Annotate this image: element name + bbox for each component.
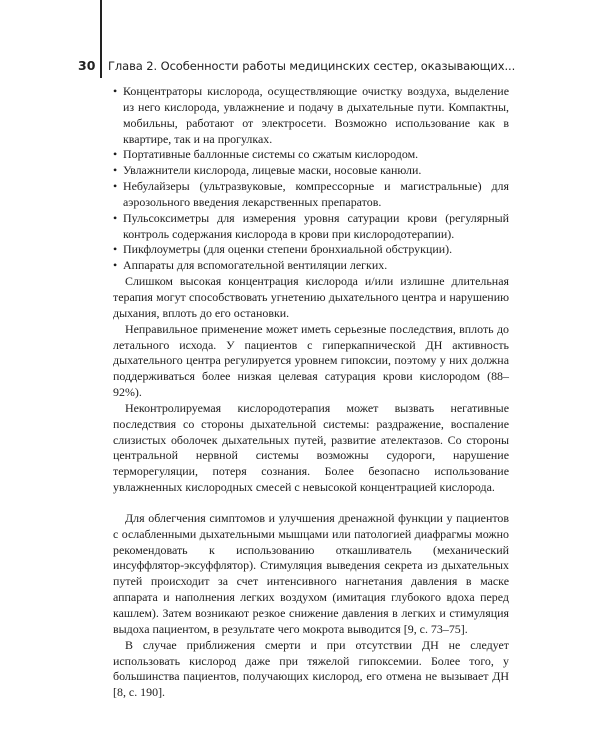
list-item: • Небулайзеры (ультразвуковые, компрессорные и магистральные) для аэрозольного введения лекарственных препаратов. bbox=[113, 179, 509, 211]
list-item: • Аппараты для вспомогательной вентиляции легких. bbox=[113, 258, 509, 274]
body-text bbox=[113, 84, 509, 701]
page-number: 30 bbox=[78, 58, 96, 73]
list-item: • Увлажнители кислорода, лицевые маски, носовые канюли. bbox=[113, 163, 509, 179]
paragraph-improper-use: Неправильное применение может иметь серьезные последствия, вплоть до летального исхода. У пациентов с гиперкапнической ДН активность дыхательного центра регулируется уровнем гипоксии, поэтому у них должна поддерживаться более низкая целевая сатурация крови кислородом (88–92%). bbox=[113, 321, 509, 400]
list-item: • Концентраторы кислорода, осуществляющие очистку воздуха, выделение из него кислорода, увлажнение и подачу в дыхательные пути. Компактны, мобильны, работают от электросети. Возможно использование как в квартире, так и на прогулках. bbox=[113, 84, 509, 147]
running-header bbox=[78, 58, 578, 73]
list-item: • Пульсоксиметры для измерения уровня сатурации крови (регулярный контроль содержания кислорода в крови при кислородотерапии). bbox=[113, 211, 509, 243]
paragraph-end-of-life: В случае приближения смерти и при отсутствии ДН не следует использовать кислород даже при тяжелой гипоксемии. Более того, у большинства пациентов, получающих кислород, его отмена не вызывает ДН [8, с. 190]. bbox=[113, 637, 509, 700]
paragraph-uncontrolled-therapy: Неконтролируемая кислородотерапия может вызвать негативные последствия со стороны дыхательной системы: раздражение, воспаление слизистых оболочек дыхательных путей, развитие ателектазов. Со стороны центральной нервной системы возможны судороги, нарушение терморегуляции, потеря сознания. Более безопасно использование увлажненных кислородных смесей с невысокой концентрацией кислорода. bbox=[113, 400, 509, 495]
equipment-list bbox=[113, 84, 509, 274]
paragraph-cough-assist: Для облегчения симптомов и улучшения дренажной функции у пациентов с ослабленными дыхательными мышцами или патологией диафрагмы можно рекомендовать к использованию откашливатель (механический инсуффлятор-эксуффлятор). Стимуляция выведения секрета из дыхательных путей происходит за счет интенсивного нагнетания давления в маске аппарата и наполнения легких воздухом (имитация глубокого вдоха перед кашлем). Затем возникают резкое снижение давления в легких и стимуляция выдоха пациентом, в результате чего мокрота выводится [9, с. 73–75]. bbox=[113, 510, 509, 636]
list-item: • Портативные баллонные системы со сжатым кислородом. bbox=[113, 147, 509, 163]
list-item: • Пикфлоуметры (для оценки степени бронхиальной обструкции). bbox=[113, 242, 509, 258]
running-title: Глава 2. Особенности работы медицинских сестер, оказывающих... bbox=[108, 59, 516, 73]
paragraph-oxygen-risk: Слишком высокая концентрация кислорода и/или излишне длительная терапия могут способствовать угнетению дыхательного центра и нарушению дыхания, вплоть до его остановки. bbox=[113, 274, 509, 320]
